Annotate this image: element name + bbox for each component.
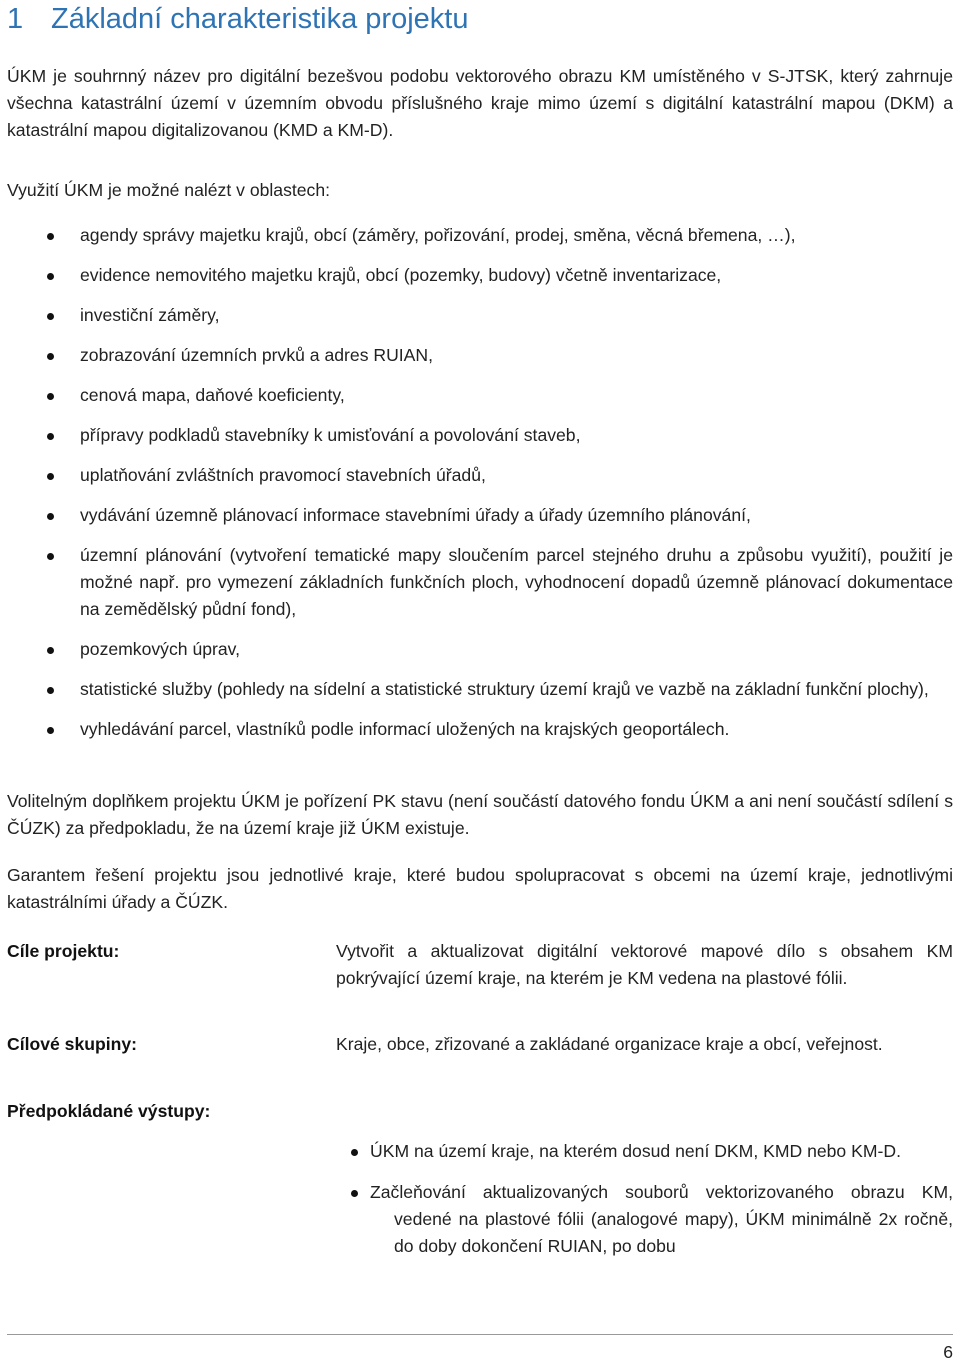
bullet-icon	[47, 393, 54, 400]
target-groups-label: Cílové skupiny:	[7, 1034, 138, 1054]
uses-list-item: přípravy podkladů stavebníky k umisťování a povolování staveb,	[0, 422, 953, 449]
uses-list-item: cenová mapa, daňové koeficienty,	[0, 382, 953, 409]
uses-list-item: investiční záměry,	[0, 302, 953, 329]
uses-list-item: zobrazování územních prvků a adres RUIAN,	[0, 342, 953, 369]
uses-list-item: pozemkových úprav,	[0, 636, 953, 663]
bullet-icon	[351, 1190, 358, 1197]
bullet-icon	[47, 433, 54, 440]
uses-list-item: vydávání územně plánovací informace stavebními úřady a úřady územního plánování,	[0, 502, 953, 529]
footer-divider	[7, 1334, 953, 1335]
bullet-icon	[47, 473, 54, 480]
bullet-icon	[47, 313, 54, 320]
bullet-icon	[47, 647, 54, 654]
expected-output-item: ÚKM na území kraje, na kterém dosud není DKM, KMD nebo KM-D.	[0, 1138, 953, 1165]
bullet-icon	[47, 233, 54, 240]
uses-list-item: územní plánování (vytvoření tematické mapy sloučením parcel stejného druhu a způsobu využití), použití je možné např. pro vymezení základních funkčních ploch, vyhodnocení dopadů územně plánovací dokumentace na zemědělský půdní fond),	[0, 542, 953, 623]
bullet-icon	[47, 727, 54, 734]
bullet-icon	[47, 273, 54, 280]
expected-outputs-list	[0, 1138, 960, 1274]
section-number: 1	[7, 3, 24, 35]
uses-list-item: uplatňování zvláštních pravomocí stavebních úřadů,	[0, 462, 953, 489]
expected-output-item: Začleňování aktualizovaných souborů vektorizovaného obrazu KM, vedené na plastové fólii (analogové mapy), ÚKM minimálně 2x ročně, do doby dokončení RUIAN, po dobu	[0, 1179, 953, 1260]
section-heading	[7, 3, 468, 36]
bullet-icon	[47, 687, 54, 694]
uses-list	[0, 222, 960, 756]
uses-list-item: evidence nemovitého majetku krajů, obcí (pozemky, budovy) včetně inventarizace,	[0, 262, 953, 289]
guarantor-paragraph: Garantem řešení projektu jsou jednotlivé kraje, které budou spolupracovat s obcemi na území kraje, jednotlivými katastrálními úřady a ČÚZK.	[7, 865, 953, 912]
uses-lead-paragraph: Využití ÚKM je možné nalézt v oblastech:	[7, 180, 331, 200]
bullet-icon	[351, 1149, 358, 1156]
optional-addon-paragraph: Volitelným doplňkem projektu ÚKM je pořízení PK stavu (není součástí datového fondu ÚKM a ani není součástí sdílení s ČÚZK) za předpokladu, že na území kraje již ÚKM existuje.	[7, 791, 953, 838]
page-number: 6	[943, 1342, 953, 1362]
uses-list-item: agendy správy majetku krajů, obcí (záměry, pořizování, prodej, směna, věcná břemena, …),	[0, 222, 953, 249]
bullet-icon	[47, 513, 54, 520]
uses-list-item: statistické služby (pohledy na sídelní a statistické struktury území krajů ve vazbě na základní funkční plochy),	[0, 676, 953, 703]
expected-outputs-label: Předpokládané výstupy:	[7, 1101, 211, 1121]
intro-paragraph: ÚKM je souhrnný název pro digitální bezešvou podobu vektorového obrazu KM umístěného v S-JTSK, který zahrnuje všechna katastrální území v územním obvodu příslušného kraje mimo území s digitální katastrální mapou (DKM) a katastrální mapou digitalizovanou (KMD a KM-D).	[7, 66, 953, 140]
project-goals-value: Vytvořit a aktualizovat digitální vektorové mapové dílo s obsahem KM pokrývající území kraje, na kterém je KM vedena na plastové fólii.	[336, 941, 953, 988]
section-title: Základní charakteristika projektu	[51, 3, 469, 35]
bullet-icon	[47, 553, 54, 560]
bullet-icon	[47, 353, 54, 360]
project-goals-label: Cíle projektu:	[7, 941, 120, 961]
uses-list-item: vyhledávání parcel, vlastníků podle informací uložených na krajských geoportálech.	[0, 716, 953, 743]
target-groups-value: Kraje, obce, zřizované a zakládané organizace kraje a obcí, veřejnost.	[336, 1034, 883, 1054]
